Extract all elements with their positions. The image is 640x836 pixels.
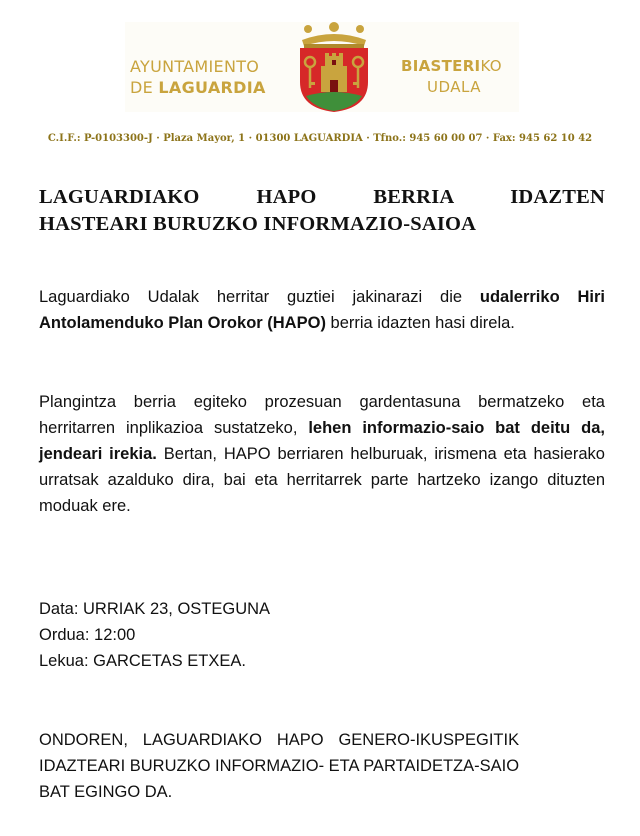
event-info (39, 596, 270, 674)
paragraph-details (39, 389, 605, 519)
paragraph-final (39, 727, 519, 805)
title-line2: HASTEARI BURUZKO INFORMAZIO-SAIOA (39, 213, 477, 235)
ayuntamiento-line1: AYUNTAMIENTO (130, 57, 260, 76)
document-title (39, 184, 605, 238)
paragraph-intro (39, 284, 605, 336)
title-line1: LAGUARDIAKO HAPO BERRIA IDAZTEN (39, 186, 605, 208)
biasteriko-rest: KO (480, 57, 502, 75)
p1-text-b: berria idazten hasi direla. (325, 314, 515, 332)
ayuntamiento-line2-bold: LAGUARDIA (158, 78, 266, 97)
document-body (39, 184, 605, 801)
p2-text-a: Plangintza berria egiteko prozesuan gardentasuna bermatzeko eta herritarren inplikazioa sustatzeko, (39, 393, 605, 437)
final-line2: IDAZTEARI BURUZKO INFORMAZIO- ETA PARTAIDETZA-SAIO (39, 757, 520, 775)
final-line3: BAT EGINGO DA. (39, 783, 173, 801)
udala-line: UDALA (427, 78, 481, 96)
biasteriko-bold: BIASTERI (401, 57, 481, 75)
p2-text-bold: lehen informazio-saio bat deitu da, jendeari irekia. (39, 419, 605, 463)
event-date: Data: URRIAK 23, OSTEGUNA (39, 600, 271, 618)
p1-text-a: Laguardiako Udalak herritar guztiei jakinarazi die (39, 288, 480, 306)
final-line1: ONDOREN, LAGUARDIAKO HAPO GENERO-IKUSPEGITIK (39, 731, 520, 749)
biasteriko-line1 (401, 56, 519, 77)
event-time: Ordua: 12:00 (39, 626, 136, 644)
event-location: Lekua: GARCETAS ETXEA. (39, 652, 246, 670)
biasteriko-logo-text (401, 56, 519, 98)
coat-of-arms-icon (288, 22, 380, 114)
ayuntamiento-line2-prefix: DE (130, 78, 159, 97)
ayuntamiento-logo-text (130, 56, 285, 98)
cif-contact-line: C.I.F.: P-0103300-J · Plaza Mayor, 1 · 01300 LAGUARDIA · Tfno.: 945 60 00 07 · Fax: 945 62 10 42 (47, 133, 593, 144)
ayuntamiento-line2 (130, 77, 285, 98)
letterhead (125, 22, 519, 112)
p2-text-b: Bertan, HAPO berriaren helburuak, irismena eta hasierako urratsak azalduko dira, bai eta herritarrek parte hartzeko izango dituzten moduak ere. (39, 445, 605, 515)
p1-text-bold: udalerriko Hiri Antolamenduko Plan Orokor (HAPO) (39, 288, 605, 332)
